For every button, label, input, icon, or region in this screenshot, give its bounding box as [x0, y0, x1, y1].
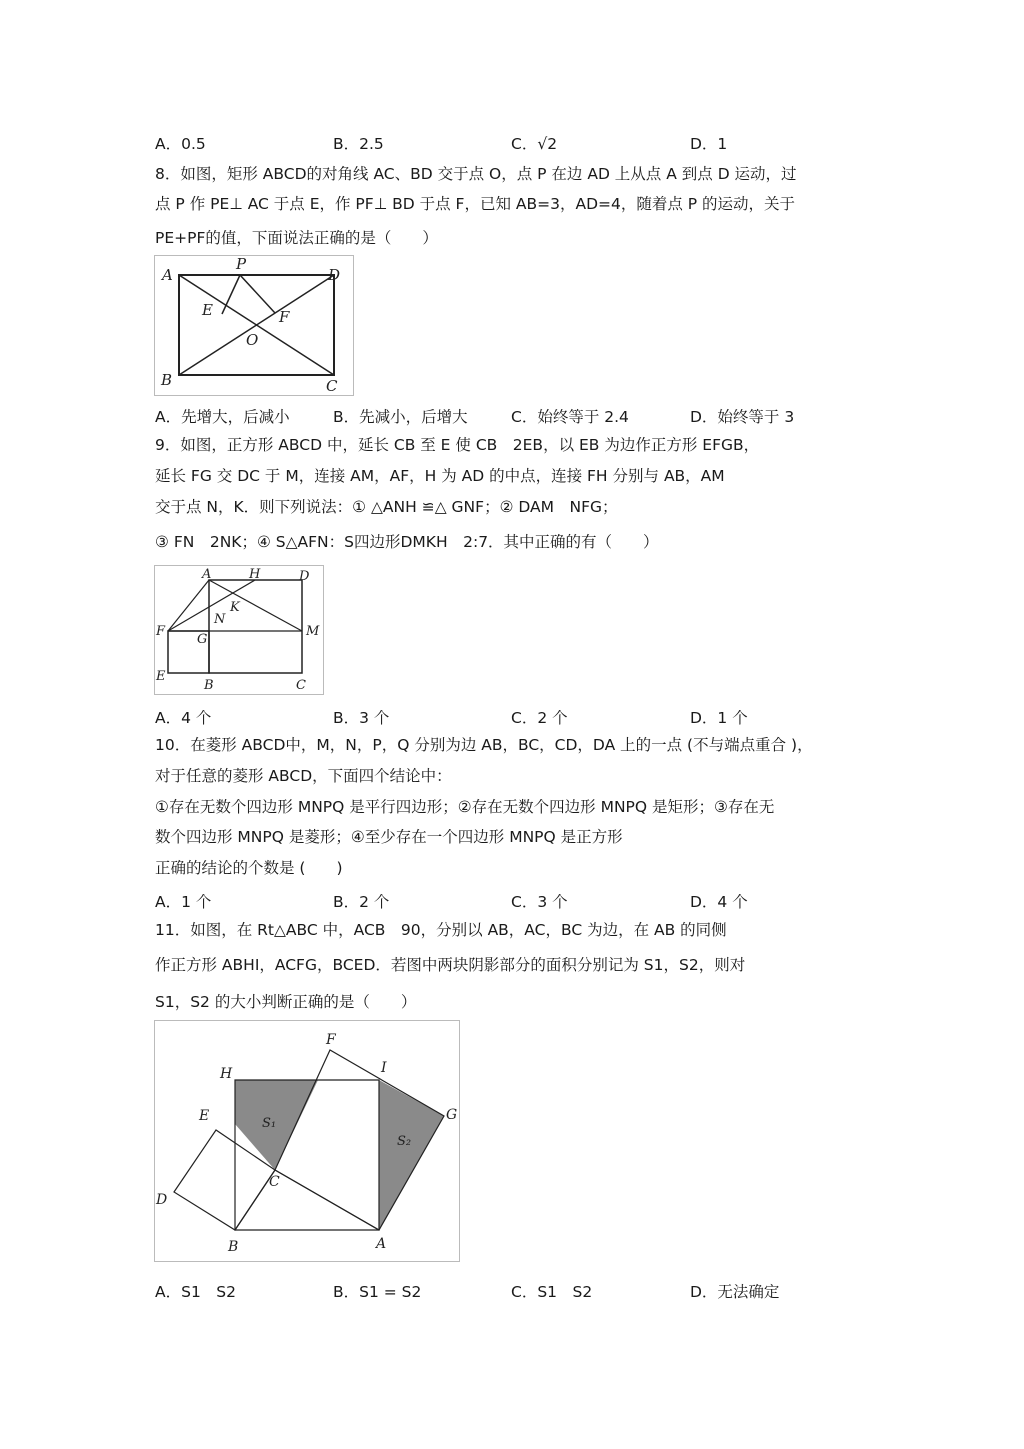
q8-label-b: B	[161, 371, 173, 389]
q10-line-4: 数个四边形 MNPQ 是菱形；④至少存在一个四边形 MNPQ 是正方形	[155, 828, 623, 846]
q11-option-c: C．S1 S2	[511, 1283, 593, 1301]
q8-label-o: O	[246, 331, 259, 349]
q8-figure	[154, 255, 354, 396]
q9-option-d: D．1 个	[690, 709, 748, 727]
q8-label-e: E	[202, 301, 213, 319]
q9-label-d: D	[299, 569, 310, 584]
q11-line-2: 作正方形 ABHI，ACFG，BCED．若图中两块阴影部分的面积分别记为 S1，S2，则对	[155, 956, 746, 974]
q8-label-d: D	[328, 266, 341, 284]
q10-line-1: 10．在菱形 ABCD中，M，N，P，Q 分别为边 AB，BC，CD，DA 上的一点 (不与端点重合 )，	[155, 736, 813, 754]
q9-label-n: N	[214, 612, 226, 627]
q11-figure	[154, 1020, 460, 1262]
q9-option-b: B．3 个	[333, 709, 390, 727]
q9-label-g: G	[197, 632, 208, 647]
q9-label-k: K	[230, 600, 240, 615]
q8-label-f: F	[279, 308, 290, 326]
q11-option-a: A．S1 S2	[155, 1283, 237, 1301]
q11-label-g: G	[446, 1107, 458, 1123]
q9-label-m: M	[306, 624, 320, 639]
q8-option-c: C．始终等于 2.4	[511, 408, 629, 426]
q11-label-b: B	[228, 1239, 239, 1255]
q11-option-b: B．S1 = S2	[333, 1283, 422, 1301]
q10-option-d: D．4 个	[690, 893, 748, 911]
q9-label-f: F	[156, 624, 166, 639]
q8-label-c: C	[326, 377, 338, 395]
q10-option-a: A．1 个	[155, 893, 212, 911]
q11-label-f: F	[326, 1032, 336, 1048]
q7-option-a: A．0.5	[155, 135, 206, 153]
q11-label-c: C	[269, 1174, 280, 1190]
q11-label-d: D	[156, 1192, 168, 1208]
q10-line-2: 对于任意的菱形 ABCD，下面四个结论中：	[155, 767, 452, 785]
q8-line-1: 8．如图，矩形 ABCD的对角线 AC、BD 交于点 O，点 P 在边 AD 上从点 A 到点 D 运动，过	[155, 165, 797, 183]
q9-line-1: 9．如图，正方形 ABCD 中，延长 CB 至 E 使 CB 2EB，以 EB 为边作正方形 EFGB，	[155, 436, 760, 454]
q9-line-2: 延长 FG 交 DC 于 M，连接 AM，AF，H 为 AD 的中点，连接 FH 分别与 AB，AM	[155, 467, 725, 485]
q8-line-3: PE+PF的值，下面说法正确的是（ ）	[155, 229, 438, 247]
q9-figure	[154, 565, 324, 695]
q11-label-s2: S₂	[397, 1134, 412, 1149]
q9-option-c: C．2 个	[511, 709, 568, 727]
q10-line-3: ①存在无数个四边形 MNPQ 是平行四边形；②存在无数个四边形 MNPQ 是矩形；③存在无	[155, 798, 775, 816]
q11-label-e: E	[199, 1108, 210, 1124]
q8-label-a: A	[162, 266, 173, 284]
q8-line-2: 点 P 作 PE⊥ AC 于点 E，作 PF⊥ BD 于点 F，已知 AB=3，AD=4，随着点 P 的运动，关于	[155, 195, 796, 213]
q8-option-a: A．先增大，后减小	[155, 408, 290, 426]
q9-line-3: 交于点 N，K．则下列说法：① △ANH ≌△ GNF；② DAM NFG；	[155, 498, 618, 516]
q10-option-c: C．3 个	[511, 893, 568, 911]
q11-line-1: 11．如图，在 Rt△ABC 中，ACB 90，分别以 AB，AC，BC 为边，在 AB 的同侧	[155, 921, 727, 939]
q9-option-a: A．4 个	[155, 709, 212, 727]
q9-label-a: A	[202, 567, 212, 582]
q11-label-a: A	[376, 1236, 387, 1252]
q7-option-c: C．√2	[511, 135, 558, 153]
q8-option-d: D．始终等于 3	[690, 408, 795, 426]
q9-line-4: ③ FN 2NK；④ S△AFN：S四边形DMKH 2:7．其中正确的有（ ）	[155, 533, 659, 551]
q9-label-e: E	[156, 669, 166, 684]
q11-label-h: H	[220, 1066, 233, 1082]
q9-label-b: B	[204, 678, 214, 693]
q10-line-5: 正确的结论的个数是 ( )	[155, 859, 343, 877]
q11-line-3: S1，S2 的大小判断正确的是（ ）	[155, 993, 417, 1011]
q7-option-b: B．2.5	[333, 135, 384, 153]
q9-label-h: H	[249, 567, 261, 582]
q8-option-b: B．先减小，后增大	[333, 408, 468, 426]
q8-label-p: P	[236, 255, 247, 273]
q7-option-d: D．1	[690, 135, 728, 153]
q11-option-d: D．无法确定	[690, 1283, 780, 1301]
q10-option-b: B．2 个	[333, 893, 390, 911]
q9-label-c: C	[296, 678, 306, 693]
q11-label-i: I	[381, 1060, 387, 1076]
q11-label-s1: S₁	[262, 1116, 277, 1131]
